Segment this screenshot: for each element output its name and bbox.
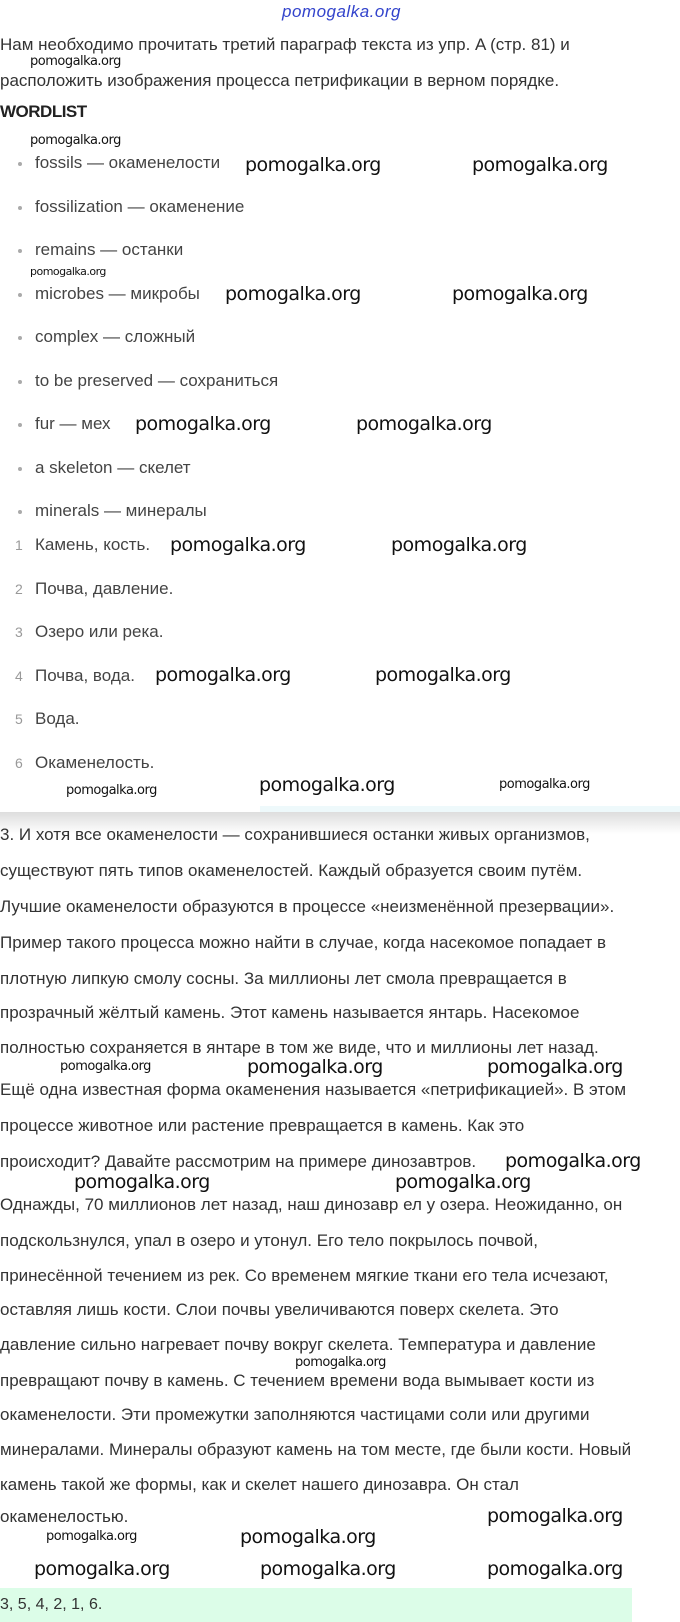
bullet-icon bbox=[18, 336, 22, 340]
text-line: существуют пять типов окаменелостей. Каждый образуется своим путём. bbox=[0, 861, 583, 880]
watermark-text: pomogalka.org bbox=[505, 1150, 641, 1172]
wordlist-item: fossilization — окаменение bbox=[35, 196, 245, 216]
watermark-text: pomogalka.org bbox=[487, 1056, 623, 1078]
bullet-icon bbox=[18, 249, 22, 253]
wordlist-heading: WORDLIST bbox=[0, 102, 87, 121]
watermark-text: pomogalka.org bbox=[34, 1558, 170, 1580]
watermark-text: pomogalka.org bbox=[499, 777, 590, 792]
watermark-text: pomogalka.org bbox=[452, 283, 588, 305]
text-line: принесённой течением из рек. Со временем мягкие ткани его тела исчезают, bbox=[0, 1266, 609, 1285]
wordlist-item: minerals — минералы bbox=[35, 501, 207, 520]
watermark-text: pomogalka.org bbox=[135, 413, 271, 435]
wordlist-item: microbes — микробы bbox=[35, 283, 200, 303]
list-item: Озеро или река. bbox=[35, 622, 164, 641]
watermark-text: pomogalka.org bbox=[240, 1526, 376, 1548]
list-number: 5 bbox=[15, 711, 23, 727]
list-number: 6 bbox=[15, 754, 23, 771]
text-line: происходит? Давайте рассмотрим на примере динозавтров. bbox=[0, 1152, 477, 1171]
wordlist-item: remains — останки bbox=[35, 240, 184, 259]
text-line: Пример такого процесса можно найти в случае, когда насекомое попадает в bbox=[0, 933, 606, 952]
bullet-icon bbox=[18, 162, 22, 166]
watermark-text: pomogalka.org bbox=[391, 534, 527, 556]
watermark-text: pomogalka.org bbox=[487, 1558, 623, 1580]
watermark-text: pomogalka.org bbox=[472, 154, 608, 176]
text-line: камень такой же формы, как и скелет нашего динозавра. Он стал bbox=[0, 1475, 519, 1494]
watermark-text: pomogalka.org bbox=[245, 154, 381, 176]
bullet-icon bbox=[18, 467, 22, 471]
list-number: 1 bbox=[15, 537, 23, 553]
watermark-text: pomogalka.org bbox=[375, 664, 511, 686]
intro-line: Нам необходимо прочитать третий параграф текста из упр. A (стр. 81) и bbox=[0, 35, 570, 54]
list-number: 3 bbox=[15, 624, 23, 640]
text-line: Ещё одна известная форма окаменения называется «петрификацией». В этом bbox=[0, 1080, 627, 1099]
site-header[interactable]: pomogalka.org bbox=[282, 2, 401, 21]
text-line: давление сильно нагревает почву вокруг скелета. Температура и давление bbox=[0, 1335, 596, 1354]
watermark-text: pomogalka.org bbox=[155, 664, 291, 686]
text-line: плотную липкую смолу сосны. За миллионы лет смола превращается в bbox=[0, 969, 567, 988]
watermark-text: pomogalka.org bbox=[46, 1529, 137, 1544]
list-item: Камень, кость. bbox=[35, 535, 151, 554]
list-item: Почва, вода. bbox=[35, 665, 135, 685]
wordlist-item: fossils — окаменелости bbox=[35, 153, 221, 172]
text-line: Однажды, 70 миллионов лет назад, наш динозавр ел у озера. Неожиданно, он bbox=[0, 1195, 623, 1214]
text-line: окаменелости. Эти промежутки заполняются частицами соли или другими bbox=[0, 1405, 590, 1424]
watermark-text: pomogalka.org bbox=[247, 1056, 383, 1078]
text-line: минералами. Минералы образуют камень на том месте, где были кости. Новый bbox=[0, 1440, 632, 1459]
list-item: Почва, давление. bbox=[35, 578, 174, 598]
intro-line: расположить изображения процесса петрификации в верном порядке. bbox=[0, 71, 560, 90]
wordlist-item: to be preserved — сохраниться bbox=[35, 370, 279, 390]
bullet-icon bbox=[18, 510, 22, 514]
text-line: процессе животное или растение превращается в камень. Как это bbox=[0, 1116, 525, 1135]
wordlist-item: a skeleton — скелет bbox=[35, 457, 191, 477]
watermark-text: pomogalka.org bbox=[225, 283, 361, 305]
answer-box bbox=[0, 1588, 632, 1622]
bullet-icon bbox=[18, 423, 22, 427]
text-line: полностью сохраняется в янтаре в том же виде, что и миллионы лет назад. bbox=[0, 1038, 599, 1057]
watermark-text: pomogalka.org bbox=[295, 1355, 386, 1370]
bullet-icon bbox=[18, 293, 22, 297]
list-number: 2 bbox=[15, 580, 23, 597]
text-line: подскользнулся, упал в озеро и утонул. Его тело покрылось почвой, bbox=[0, 1231, 538, 1250]
answer-text: 3, 5, 4, 2, 1, 6. bbox=[0, 1596, 103, 1613]
watermark-text: pomogalka.org bbox=[30, 133, 121, 148]
watermark-text: pomogalka.org bbox=[356, 413, 492, 435]
bullet-icon bbox=[18, 380, 22, 384]
watermark-text: pomogalka.org bbox=[260, 1558, 396, 1580]
watermark-text: pomogalka.org bbox=[395, 1171, 531, 1193]
wordlist-item: complex — сложный bbox=[35, 327, 196, 346]
watermark-text: pomogalka.org bbox=[66, 783, 157, 798]
list-number: 4 bbox=[15, 667, 23, 684]
watermark-text: pomogalka.org bbox=[259, 774, 395, 796]
list-item: Вода. bbox=[35, 709, 80, 728]
text-line: превращают почву в камень. С течением времени вода вымывает кости из bbox=[0, 1371, 595, 1390]
watermark-text: pomogalka.org bbox=[30, 265, 106, 278]
text-line: 3. И хотя все окаменелости — сохранившиеся останки живых организмов, bbox=[0, 825, 590, 844]
text-line: оставляя лишь кости. Слои почвы увеличиваются поверх скелета. Это bbox=[0, 1300, 559, 1319]
watermark-text: pomogalka.org bbox=[30, 54, 121, 69]
bullet-icon bbox=[18, 206, 22, 210]
text-line: окаменелостью. bbox=[0, 1507, 129, 1526]
watermark-text: pomogalka.org bbox=[60, 1059, 151, 1074]
watermark-text: pomogalka.org bbox=[74, 1171, 210, 1193]
text-line: Лучшие окаменелости образуются в процессе «неизменённой презервации». bbox=[0, 897, 615, 916]
wordlist-item: fur — мех bbox=[35, 414, 111, 433]
text-line: прозрачный жёлтый камень. Этот камень называется янтарь. Насекомое bbox=[0, 1003, 580, 1022]
watermark-text: pomogalka.org bbox=[487, 1505, 623, 1527]
watermark-text: pomogalka.org bbox=[170, 534, 306, 556]
list-item: Окаменелость. bbox=[35, 752, 155, 772]
